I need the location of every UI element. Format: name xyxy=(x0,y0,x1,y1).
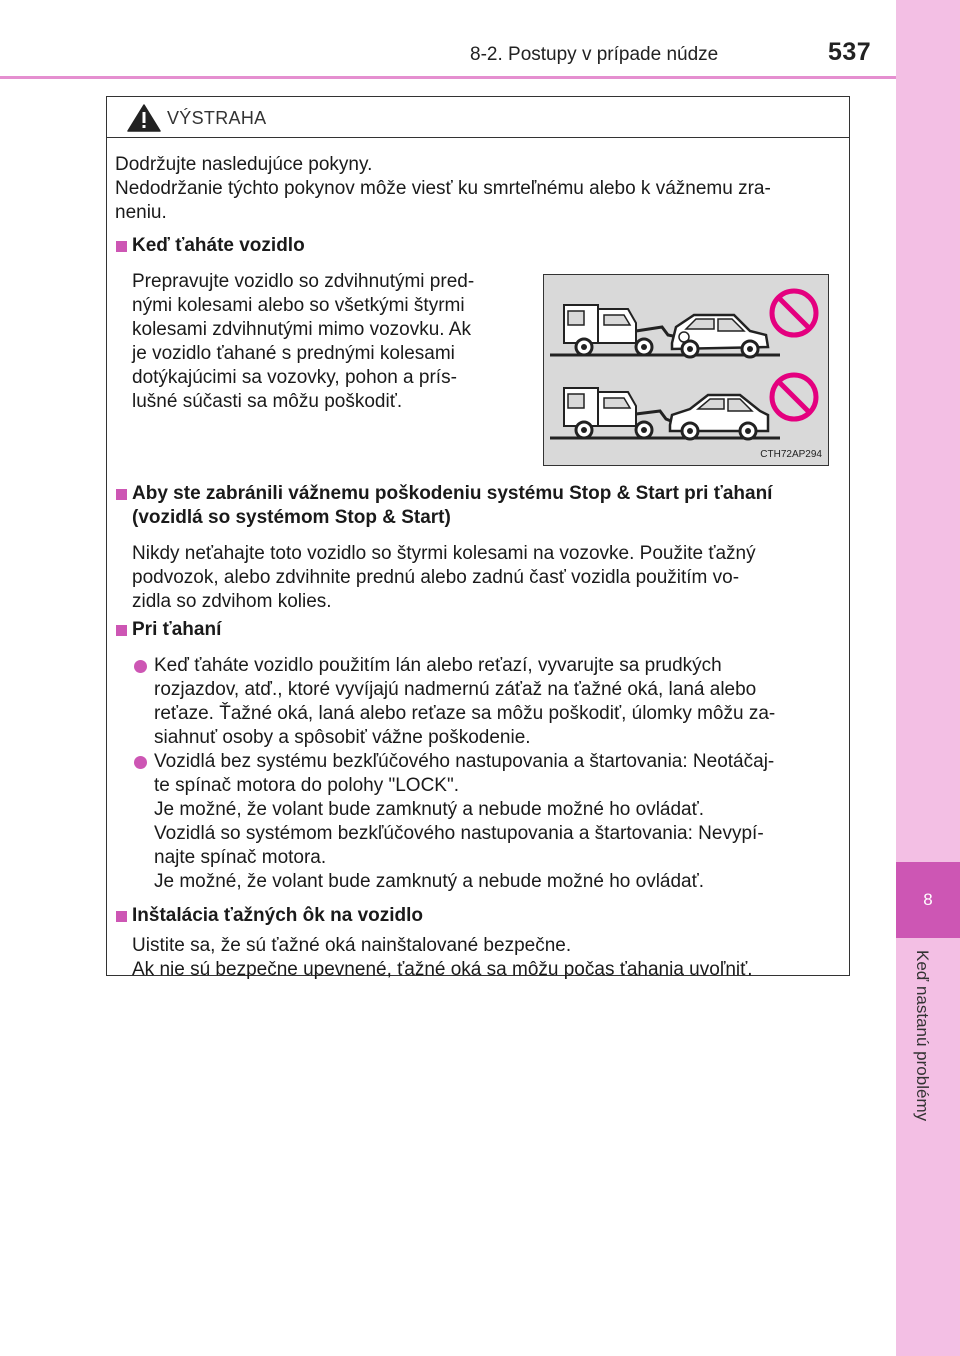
section-title-tow-eyes: Inštalácia ťažných ôk na vozidlo xyxy=(132,905,424,926)
towing-bullet-1-line-2: rozjazdov, atď., ktoré vyvíjajú nadmernú záťaž na ťažné oká, laná alebo xyxy=(154,679,757,700)
section-marker xyxy=(116,911,127,922)
warning-box xyxy=(106,96,850,980)
towing-line-3: kolesami zdvihnutými mimo vozovku. Ak xyxy=(132,319,471,340)
tow-eyes-line-2: Ak nie sú bezpečne upevnené, ťažné oká sa môžu počas ťahania uvoľniť. xyxy=(132,959,753,980)
tow-truck-prohibited-illustration xyxy=(544,275,828,465)
towing-bullet-2-line-5: najte spínač motora. xyxy=(154,847,327,868)
stop-start-line-3: zidla so zdvihom kolies. xyxy=(132,591,332,612)
towed-car-icon xyxy=(672,315,768,357)
towing-bullet-2-line-1: Vozidlá bez systému bezkľúčového nastupovania a štartovania: Neotáčaj- xyxy=(154,751,775,772)
towing-bullet-2-line-4: Vozidlá so systémom bezkľúčového nastupovania a štartovania: Nevypí- xyxy=(154,823,764,844)
chapter-tab[interactable] xyxy=(896,862,960,938)
towing-bullet-2-line-6: Je možné, že volant bude zamknutý a nebude možné ho ovládať. xyxy=(154,871,705,892)
stop-start-line-2: podvozok, alebo zdvihnite prednú alebo zadnú časť vozidla použitím vo- xyxy=(132,567,740,588)
prohibited-icon xyxy=(772,375,816,419)
stop-start-line-1: Nikdy neťahajte toto vozidlo so štyrmi kolesami na vozovke. Použite ťažný xyxy=(132,543,756,564)
towing-bullet-1-line-1: Keď ťaháte vozidlo použitím lán alebo reťazí, vyvarujte sa prudkých xyxy=(154,655,722,676)
section-marker xyxy=(116,241,127,252)
towing-line-2: nými kolesami alebo so všetkými štyrmi xyxy=(132,295,465,316)
towing-bullet-2-line-2: te spínač motora do polohy "LOCK". xyxy=(154,775,459,796)
intro-line-2: Nedodržanie týchto pokynov môže viesť ku smrteľnému alebo k vážnemu zra- xyxy=(115,178,771,199)
towing-line-5: dotýkajúcimi sa vozovky, pohon a prís- xyxy=(132,367,457,388)
section-title-towing: Keď ťaháte vozidlo xyxy=(132,235,305,256)
towing-line-1: Prepravujte vozidlo so zdvihnutými pred- xyxy=(132,271,475,292)
page-number: 537 xyxy=(828,38,872,66)
section-title-stop-start-1: Aby ste zabránili vážnemu poškodeniu systému Stop & Start pri ťahaní xyxy=(132,483,773,504)
towing-line-4: je vozidlo ťahané s prednými kolesami xyxy=(132,343,455,364)
warning-triangle-icon xyxy=(127,104,161,132)
chapter-number: 8 xyxy=(923,890,933,909)
towing-bullet-2-line-3: Je možné, že volant bude zamknutý a nebude možné ho ovládať. xyxy=(154,799,705,820)
header-rule xyxy=(0,76,896,79)
tow-eyes-line-1: Uistite sa, že sú ťažné oká nainštalované bezpečne. xyxy=(132,935,572,956)
figure-code: CTH72AP294 xyxy=(760,449,822,460)
intro-line-1: Dodržujte nasledujúce pokyny. xyxy=(115,154,373,175)
towing-bullet-1-line-4: siahnuť osoby a spôsobiť vážne poškodenie. xyxy=(154,727,531,748)
bullet-dot xyxy=(134,756,147,769)
prohibited-icon xyxy=(772,291,816,335)
section-title: 8-2. Postupy v prípade núdze xyxy=(470,44,719,65)
section-marker xyxy=(116,489,127,500)
chapter-title xyxy=(904,950,944,1170)
chapter-title-text: Keď nastanú problémy xyxy=(913,950,932,1122)
intro-line-3: neniu. xyxy=(115,202,167,223)
towing-line-6: lušné súčasti sa môžu poškodiť. xyxy=(132,391,403,412)
section-marker xyxy=(116,625,127,636)
towed-car-icon xyxy=(670,395,768,439)
warning-header xyxy=(107,97,849,138)
bullet-dot xyxy=(134,660,147,673)
warning-label: VÝSTRAHA xyxy=(167,108,267,128)
section-title-stop-start-2: (vozidlá so systémom Stop & Start) xyxy=(132,507,451,528)
towing-bullet-1-line-3: reťaze. Ťažné oká, laná alebo reťaze sa môžu poškodiť, úlomky môžu za- xyxy=(154,703,776,724)
section-title-while-towing: Pri ťahaní xyxy=(132,619,222,640)
towing-illustration xyxy=(543,274,829,466)
